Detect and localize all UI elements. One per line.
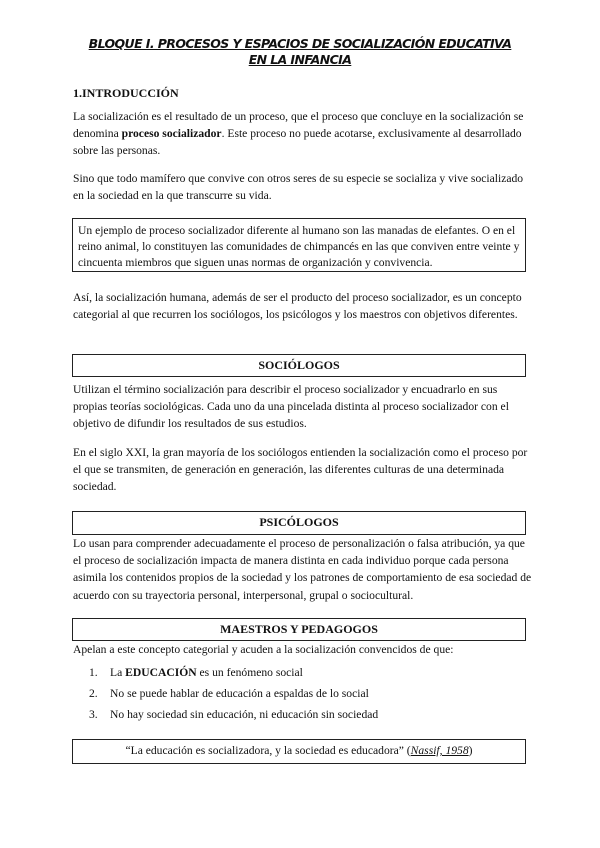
sociologos-paragraph-2: En el siglo XXI, la gran mayoría de los sociólogos entienden la socialización como el proceso por el que se transmiten, de generación en generación, las diferentes culturas de una determinada sociedad. (73, 446, 528, 494)
psicologos-heading: PSICÓLOGOS (259, 515, 339, 529)
psicologos-heading-box (72, 511, 526, 535)
list-item: 3. No hay sociedad sin educación, ni educación sin sociedad (89, 708, 379, 721)
maestros-paragraph: Apelan a este concepto categorial y acuden a la socialización convencidos de que: (73, 643, 454, 656)
sociologos-paragraph-1: Utilizan el término socialización para describir el proceso socializador y encuadrarlo en sus propias teorías sociológicas. Cada uno da una pincelada distinta al proceso socializador con el objetivo de difundir los resultados de sus estudios. (73, 383, 509, 431)
maestros-heading-box (72, 618, 526, 641)
intro-heading: 1.INTRODUCCIÓN (73, 86, 179, 100)
intro-paragraph-2: Sino que todo mamífero que convive con otros seres de su especie se socializa y vive socializado en la sociedad en la que transcurre su vida. (73, 172, 524, 203)
quote-reference: Nassif, 1958 (410, 744, 469, 757)
psicologos-paragraph: Lo usan para comprender adecuadamente el proceso de personalización o falsa atribución, ya que el proceso de socialización impacta de manera distinta en cada individuo porque cada persona asimila los contenidos propios de la sociedad y los patrones de comportamiento de esa sociedad de acuerdo con su trayectoria personal, interpersonal, grupal o sociocultural. (73, 537, 532, 602)
sociologos-heading-box (72, 354, 526, 377)
intro-p1-text: La socialización es el resultado de un proceso, que el proceso que concluye en la socialización se denomina (73, 110, 524, 141)
quote-box (72, 739, 526, 764)
example-box (72, 218, 526, 272)
intro-paragraph-3: Así, la socialización humana, además de ser el producto del proceso socializador, es un concepto categorial al que recurren los sociólogos, los psicólogos y los maestros con objetivos diferentes. (73, 291, 522, 322)
quote: “La educación es socializadora, y la sociedad es educadora” (Nassif, 1958) (125, 744, 473, 757)
example-box-text: Un ejemplo de proceso socializador diferente al humano son las manadas de elefantes. O en el reino animal, lo constituyen las comunidades de chimpancés en las que conviven entre veinte y cincuenta miembros que siguen unas normas de organización y convivencia. (78, 224, 520, 269)
intro-p1-bold: proceso socializador (121, 127, 222, 141)
intro-paragraph-1 (73, 108, 533, 160)
maestros-list (73, 662, 378, 725)
maestros-heading: MAESTROS Y PEDAGOGOS (220, 622, 378, 636)
title-line-1: BLOQUE I. PROCESOS Y ESPACIOS DE SOCIALIZACIÓN EDUCATIVA (88, 36, 512, 51)
intro-p1-text-end: . Este proceso no puede acotarse, exclusivamente al desarrollado sobre las personas. (73, 127, 522, 158)
list-item: 1. La EDUCACIÓN es un fenómeno social (89, 666, 303, 679)
document-title (60, 36, 540, 68)
sociologos-heading: SOCIÓLOGOS (258, 358, 340, 372)
list-item: 2. No se puede hablar de educación a espaldas de lo social (89, 687, 369, 700)
title-line-2: EN LA INFANCIA (248, 52, 352, 67)
